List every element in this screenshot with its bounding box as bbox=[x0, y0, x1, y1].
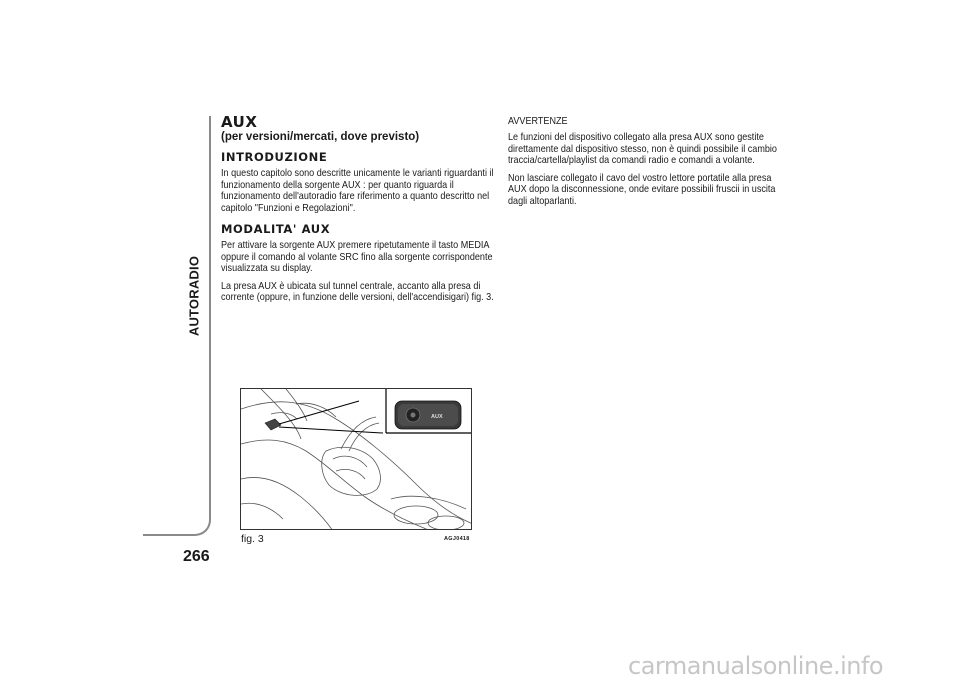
intro-paragraph: In questo capitolo sono descritte unicamente le varianti riguardanti il funzionamento della sorgente AUX : per quanto riguarda il funzionamento dell'autoradio fare riferimento a quanto descritto nel capitolo "Funzioni e Regolazioni". bbox=[221, 168, 494, 214]
mode-paragraph-2: La presa AUX è ubicata sul tunnel centrale, accanto alla presa di corrente (oppure, in funzione delle versioni, dell'accendisigari) fig. 3. bbox=[221, 280, 494, 303]
figure-caption: fig. 3 bbox=[241, 533, 264, 545]
page-title: AUX bbox=[221, 113, 258, 131]
left-column bbox=[221, 114, 501, 310]
page-number: 266 bbox=[183, 548, 210, 565]
page-subtitle: (per versioni/mercati, dove previsto) bbox=[221, 131, 420, 143]
mode-heading: MODALITA' AUX bbox=[221, 222, 331, 236]
warning-paragraph-1: Le funzioni del dispositivo collegato alla presa AUX sono gestite direttamente dal dispositivo stesso, non è quindi possibile il cambio traccia/cartella/playlist da comandi radio e comandi a volante. bbox=[508, 132, 777, 166]
warning-paragraph-2: Non lasciare collegato il cavo del vostro lettore portatile alla presa AUX dopo la disconnessione, onde evitare possibili fruscii in uscita dagli altoparlanti. bbox=[508, 172, 776, 207]
socket-label: AUX bbox=[431, 414, 443, 420]
section-label: AUTORADIO bbox=[186, 255, 202, 337]
watermark[interactable]: carmanualsonline.info bbox=[628, 652, 884, 680]
mode-paragraph-1: Per attivare la sorgente AUX premere ripetutamente il tasto MEDIA oppure il comando al volante SRC fino alla sorgente corrispondente visualizzata su display. bbox=[221, 240, 493, 274]
figure-code: AGJ0418 bbox=[444, 536, 470, 542]
console-illustration bbox=[241, 389, 472, 530]
intro-heading: INTRODUZIONE bbox=[221, 150, 328, 164]
figure-aux-socket bbox=[240, 388, 472, 530]
right-column bbox=[508, 116, 788, 213]
warning-title: AVVERTENZE bbox=[508, 116, 568, 127]
